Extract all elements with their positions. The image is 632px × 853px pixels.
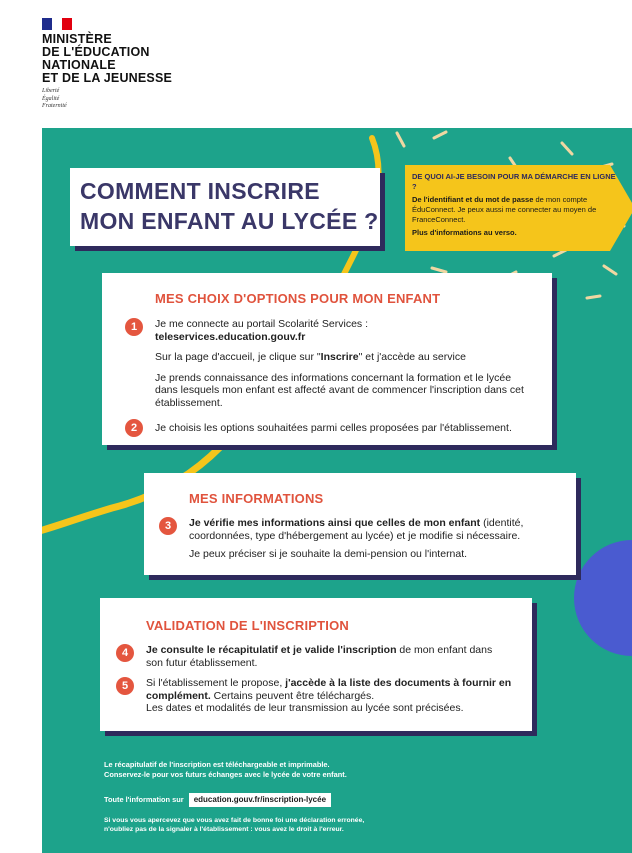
- options-card: [102, 273, 552, 445]
- info-link[interactable]: education.gouv.fr/inscription-lycée: [189, 793, 331, 807]
- motto-line: Fraternité: [42, 103, 67, 109]
- step5-a: Si l'établissement le propose,: [146, 677, 286, 689]
- step1-p2-c: " et j'accède au service: [358, 351, 466, 363]
- footer-line2: Conservez-le pour vos futurs échanges avec le lycée de votre enfant.: [104, 770, 347, 779]
- ministry-line: NATIONALE: [42, 58, 116, 72]
- need-answer-rest: de mon compte ÉduConnect. Je peux aussi me connecter au moyen de FranceConnect.: [412, 195, 597, 224]
- title-line: MON ENFANT AU LYCÉE ?: [80, 208, 379, 234]
- footer-info-label: Toute l'information sur: [104, 795, 184, 804]
- validation-card: [100, 598, 532, 731]
- need-question: DE QUOI AI-JE BESOIN POUR MA DÉMARCHE EN LIGNE ?: [412, 172, 616, 191]
- page-title: [80, 176, 379, 236]
- step1-paragraph3: Je prends connaissance des informations concernant la formation et le lycée dans lesquels mon enfant est affecté avant de commencer l'inscription dans cet établissement.: [155, 371, 524, 409]
- ministry-line: MINISTÈRE: [42, 32, 112, 46]
- footer-note1: Si vous vous apercevez que vous avez fait de bonne foi une déclaration erronée,: [104, 817, 365, 824]
- step-text: [155, 318, 535, 409]
- step4-text: [146, 644, 501, 669]
- info-card: [144, 473, 576, 575]
- step3-rest: (identité, coordonnées, type d'hébergement au lycée) et je modifie si nécessaire.: [189, 517, 524, 542]
- step5-text: [146, 677, 521, 715]
- title-box: [70, 168, 380, 246]
- footer-line1: Le récapitulatif de l'inscription est téléchargeable et imprimable.: [104, 760, 330, 769]
- motto-line: Égalité: [42, 95, 60, 102]
- footer-info: [104, 793, 331, 807]
- motto: [42, 88, 67, 111]
- step2-text: Je choisis les options souhaitées parmi celles proposées par l'établissement.: [155, 422, 512, 434]
- footer-note2: n'oubliez pas de la signaler à l'établissement : vous avez le droit à l'erreur.: [104, 826, 344, 833]
- need-callout: [412, 172, 617, 238]
- step4-bold: Je consulte le récapitulatif et je valide l'inscription: [146, 644, 397, 656]
- step1-paragraph2: [155, 351, 535, 364]
- step3-text: [189, 517, 564, 561]
- validation-title: VALIDATION DE L'INSCRIPTION: [146, 618, 350, 633]
- step5-paragraph2: Les dates et modalités de leur transmission au lycée sont précisées.: [146, 702, 464, 714]
- step-number: 5: [116, 677, 134, 695]
- need-more: Plus d'informations au verso.: [412, 228, 517, 237]
- step3-bold: Je vérifie mes informations ainsi que celles de mon enfant: [189, 517, 481, 529]
- step1-p2-b: Inscrire: [320, 351, 359, 363]
- step1-p2-a: Sur la page d'accueil, je clique sur ": [155, 351, 321, 363]
- ministry-name: [42, 33, 172, 85]
- step4-rest: de mon enfant dans son futur établissement.: [146, 644, 493, 669]
- footer-summary: [104, 760, 347, 780]
- poster: [42, 128, 632, 853]
- step5-bold: j'accède à la liste des documents à fournir en complément.: [146, 677, 512, 702]
- step-number: 4: [116, 644, 134, 662]
- need-answer-bold: De l'identifiant et du mot de passe: [412, 195, 534, 204]
- step1-line1: Je me connecte au portail Scolarité Services :: [155, 318, 369, 330]
- motto-line: Liberté: [42, 88, 60, 94]
- ministry-line: DE L'ÉDUCATION: [42, 45, 150, 59]
- footer-note: [104, 816, 364, 834]
- step3-paragraph2: Je peux préciser si je souhaite la demi-pension ou l'internat.: [189, 548, 468, 560]
- marianne-flag-icon: [42, 18, 72, 30]
- step5-rest: Certains peuvent être téléchargés.: [210, 689, 375, 702]
- step-number: 1: [125, 318, 143, 336]
- step1-url: teleservices.education.gouv.fr: [155, 330, 306, 343]
- options-title: MES CHOIX D'OPTIONS POUR MON ENFANT: [155, 291, 441, 306]
- header: [0, 0, 632, 128]
- step-number: 3: [159, 517, 177, 535]
- ministry-line: ET DE LA JEUNESSE: [42, 71, 173, 85]
- step-number: 2: [125, 419, 143, 437]
- step5-paragraph1: [146, 677, 521, 702]
- need-answer: [412, 195, 617, 225]
- info-title: MES INFORMATIONS: [189, 491, 324, 506]
- step3-paragraph1: [189, 517, 564, 542]
- title-line: COMMENT INSCRIRE: [80, 178, 320, 204]
